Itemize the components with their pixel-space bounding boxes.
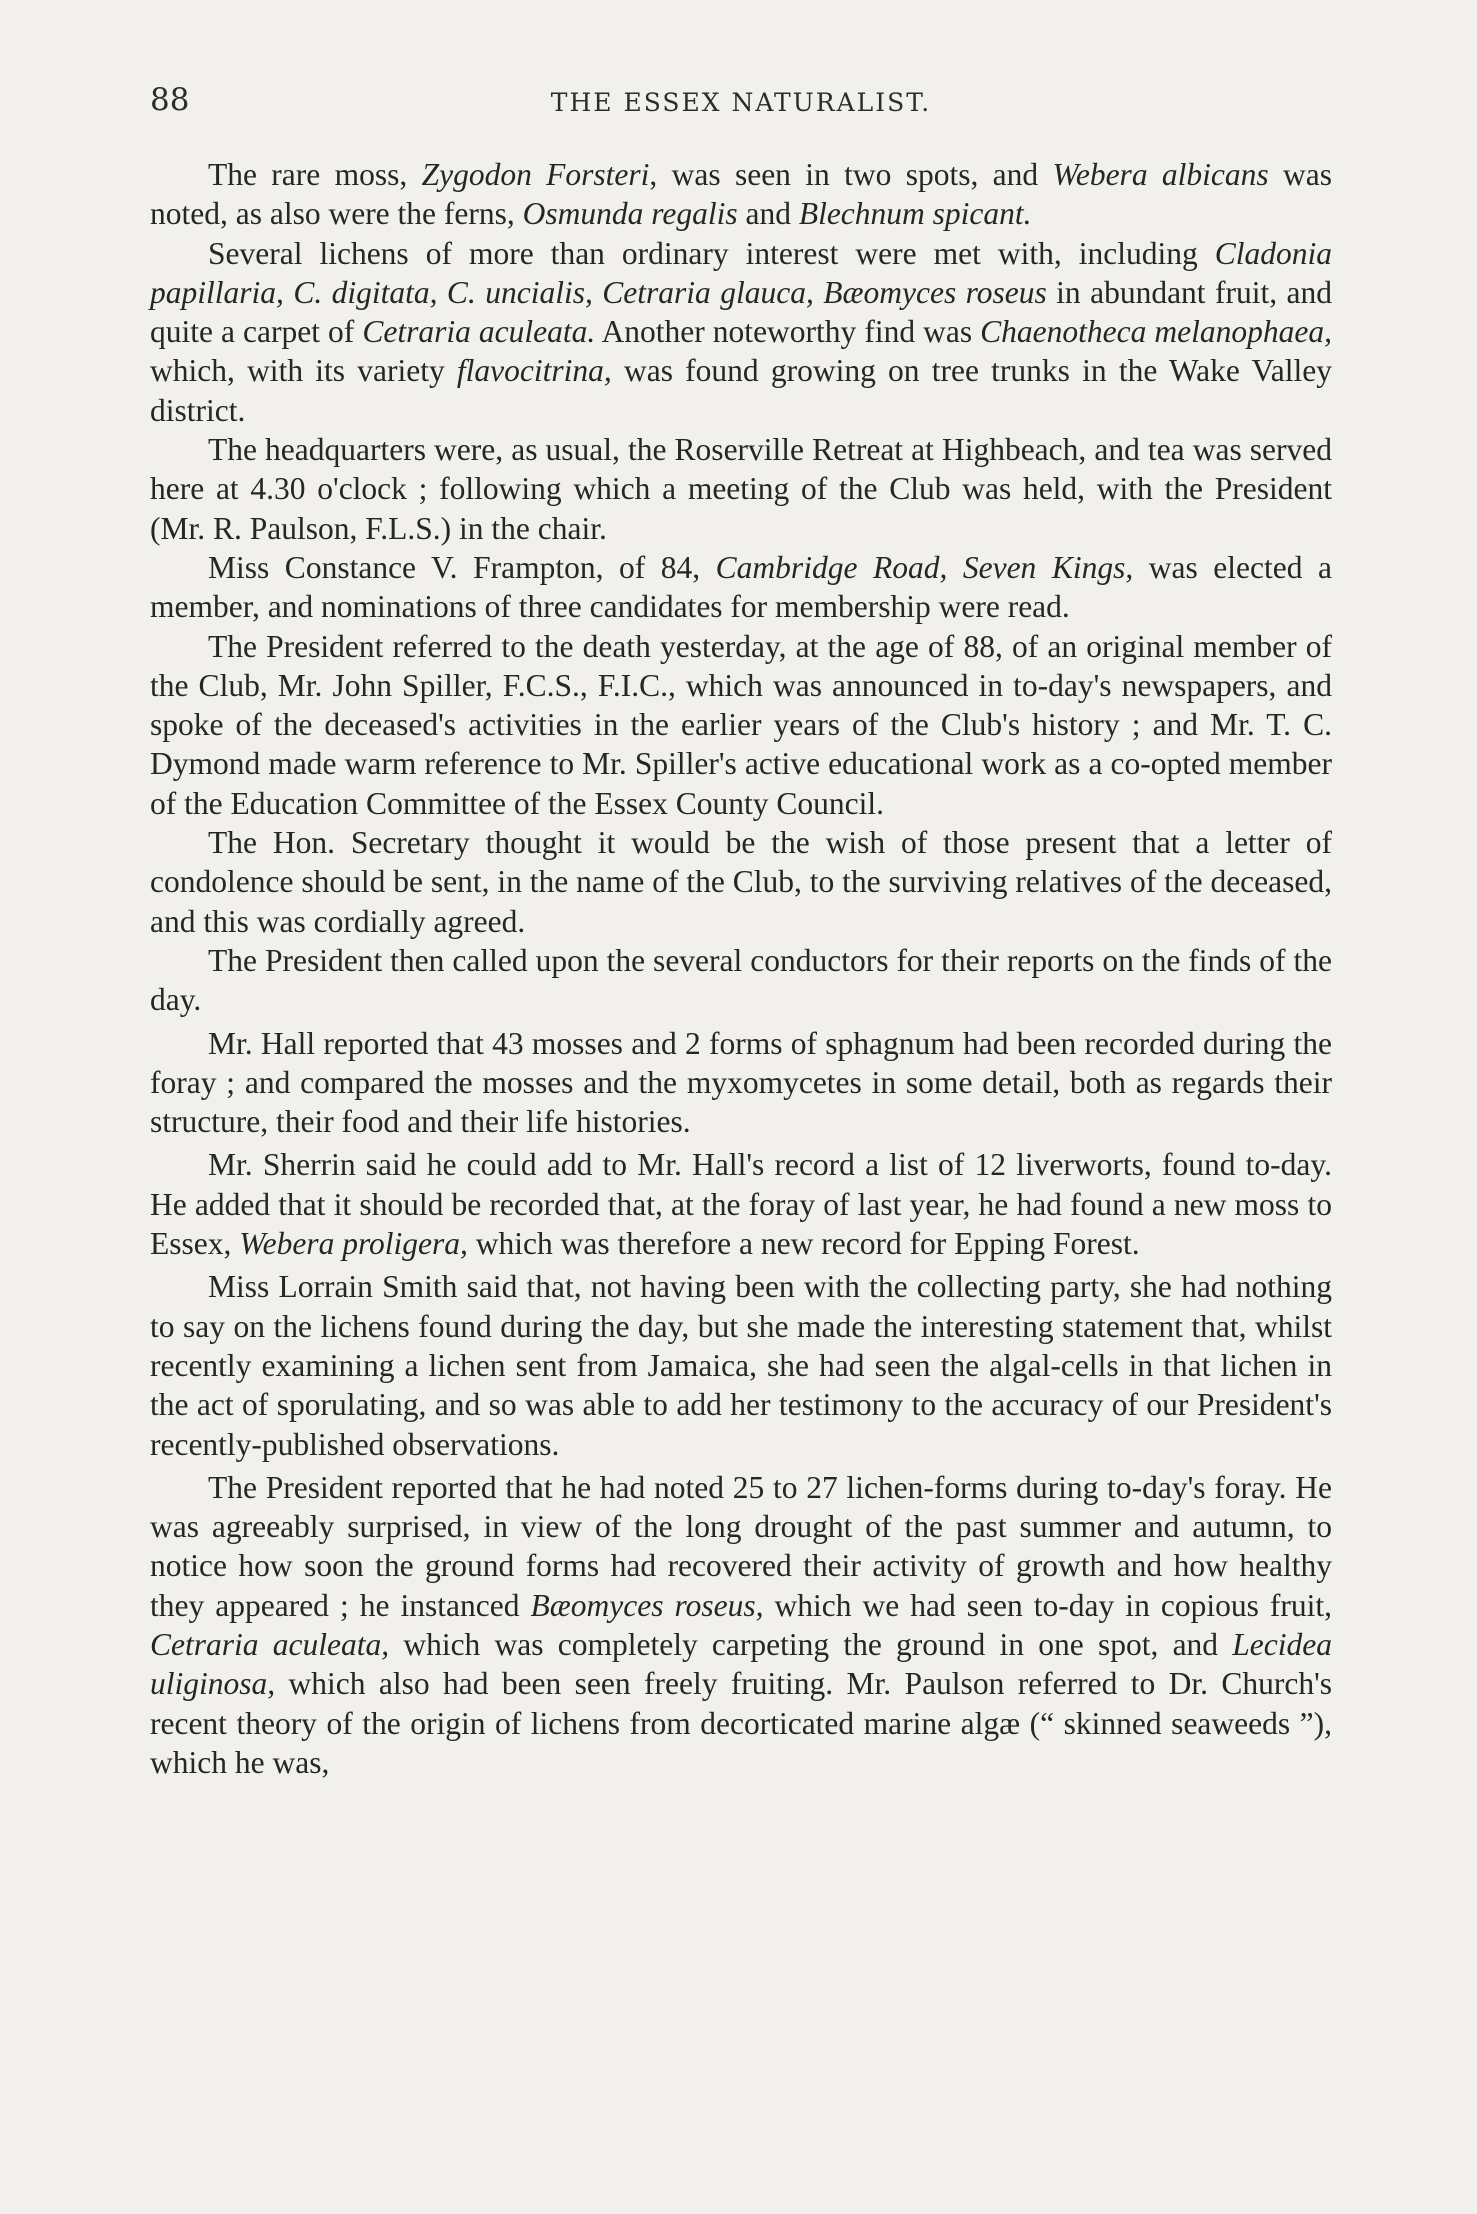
journal-title: THE ESSEX NATURALIST. <box>550 88 932 117</box>
text-run: Mr. Hall reported that 43 mosses and 2 forms of sphagnum had been recorded during the foray ; and compared the mosses and the myxomycetes in some detail, both as regards their structure, their food and their life histories. <box>150 1025 1332 1140</box>
text-run: which also had been seen freely fruiting. Mr. Paulson referred to Dr. Church's recent theory of the origin of lichens from decorticated marine algæ (“ skinned seaweeds ”), which he was, <box>150 1666 1332 1780</box>
italic-run: flavocitrina, <box>456 353 612 389</box>
paragraph <box>150 823 1332 941</box>
text-run: Mr. Sherrin said he could add to Mr. Hall's record a list of 12 liverworts, found to-day. He added that it should be recorded that, at the foray of last year, he had found a new moss to Essex, <box>150 1147 1332 1262</box>
body-text <box>150 155 1332 1782</box>
paragraph <box>150 155 1332 234</box>
text-run: The headquarters were, as usual, the Roserville Retreat at Highbeach, and tea was served here at 4.30 o'clock ; following which a meeting of the Club was held, with the President (Mr. R. Paulson, F.L.S.) in the chair. <box>150 432 1332 546</box>
text-run: which was therefore a new record for Epping Forest. <box>467 1226 1140 1262</box>
text-run: which, with its variety <box>150 353 457 389</box>
text-run: which was completely carpeting the ground in one spot, and <box>389 1626 1233 1662</box>
text-run: was elected a member, and nominations of three candidates for membership were read. <box>150 549 1332 625</box>
italic-run: Bæomyces roseus, <box>530 1587 764 1623</box>
paragraph <box>150 627 1332 823</box>
text-run: , was seen in two spots, and <box>649 157 1053 192</box>
page-number: 88 <box>150 82 190 118</box>
text-run: The President reported that he had noted 25 to 27 lichen-forms during to-day's foray. He was agreeably surprised, in view of the long drought of the past summer and autumn, to notice how soon the ground forms had recovered their activity of growth and how healthy they appeared ; he instanced <box>150 1469 1332 1623</box>
italic-run: Chaenotheca melanophaea, <box>980 314 1332 350</box>
text-run: in abundant fruit, and quite a carpet of <box>150 274 1332 350</box>
text-run: Several lichens of more than ordinary interest were met with, including <box>208 235 1215 271</box>
text-run: which we had seen to-day in copious fruit, <box>763 1587 1332 1623</box>
italic-run: Webera proligera, <box>239 1226 468 1262</box>
italic-run: Blechnum spicant. <box>798 196 1032 232</box>
italic-run: Osmunda regalis <box>522 196 738 232</box>
italic-run: Cetraria aculeata, <box>150 1626 390 1662</box>
paragraph <box>150 941 1332 1020</box>
italic-run: Cambridge Road, Seven Kings, <box>715 549 1134 585</box>
paragraph <box>150 548 1332 627</box>
text-run: The President then called upon the several conductors for their reports on the finds of the day. <box>150 942 1332 1018</box>
paragraph <box>150 1468 1332 1782</box>
text-run: The rare moss, <box>208 157 422 192</box>
text-run: was found growing on tree trunks in the Wake Valley district. <box>150 353 1332 428</box>
text-run: The Hon. Secretary thought it would be the wish of those present that a letter of condolence should be sent, in the name of the Club, to the surviving relatives of the deceased, and this was cordially agreed. <box>150 825 1332 939</box>
italic-run: Zygodon Forsteri <box>421 157 650 192</box>
paragraph <box>150 1267 1332 1463</box>
italic-run: Lecidea uliginosa, <box>150 1626 1332 1702</box>
paragraph <box>150 234 1332 430</box>
italic-run: Webera albicans <box>1052 157 1269 192</box>
paragraph <box>150 430 1332 548</box>
running-head <box>150 82 1332 132</box>
text-run: Miss Lorrain Smith said that, not having been with the collecting party, she had nothing to say on the lichens found during the day, but she made the interesting statement that, whilst recently examining a lichen sent from Jamaica, she had seen the algal-cells in that lichen in the act of sporulating, and so was able to add her testimony to the accuracy of our President's recently-published observations. <box>150 1269 1332 1462</box>
text-run: was noted, as also were the ferns, <box>150 157 1332 232</box>
paragraph <box>150 1145 1332 1263</box>
italic-run: Cladonia papillaria, C. digitata, C. uncialis, Cetraria glauca, Bæomyces roseus <box>150 235 1332 310</box>
text-run: Another noteworthy find was <box>595 314 981 350</box>
text-run: and <box>737 196 799 232</box>
text-run: The President referred to the death yesterday, at the age of 88, of an original member of the Club, Mr. John Spiller, F.C.S., F.I.C., which was announced in to-day's newspapers, and spoke of the deceased's activities in the earlier years of the Club's history ; and Mr. T. C. Dymond made warm reference to Mr. Spiller's active educational work as a co-opted member of the Education Committee of the Essex County Council. <box>150 628 1332 821</box>
italic-run: Cetraria aculeata. <box>362 314 596 350</box>
paragraph <box>150 1024 1332 1142</box>
text-run: Miss Constance V. Frampton, of 84, <box>208 549 716 585</box>
